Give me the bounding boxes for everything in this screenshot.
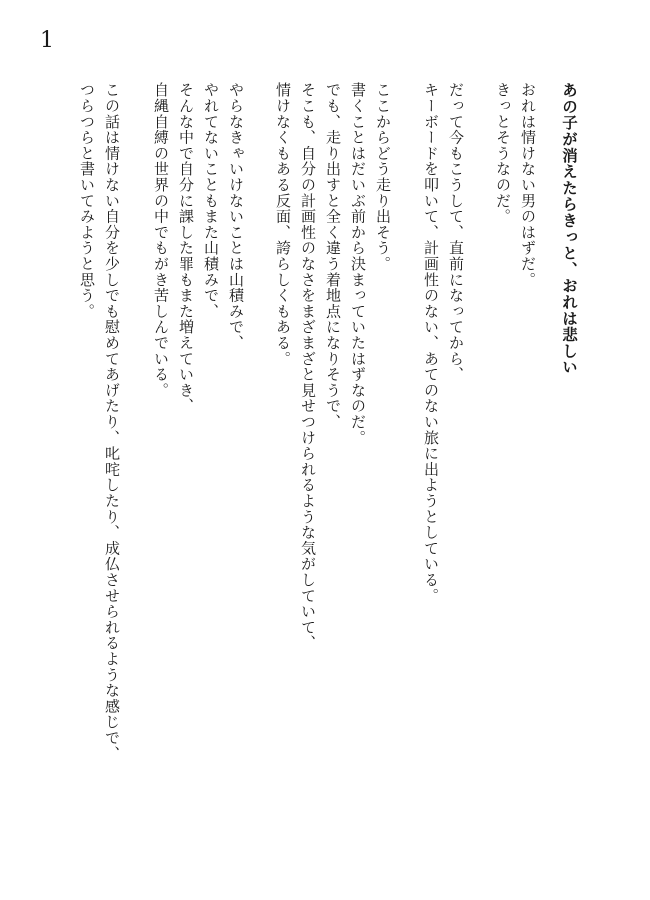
- text-line: キーボードを叩いて、計画性のない、あてのない旅に出ようとしている。: [422, 82, 440, 604]
- chapter-title: [556, 82, 582, 375]
- text-line: やれてないこともまた山積みで、: [202, 82, 220, 319]
- paragraph-5: [74, 82, 124, 761]
- paragraph-4: [148, 82, 248, 414]
- text-line: 自縄自縛の世界の中でもがき苦しんでいる。: [152, 82, 170, 398]
- text-line: この話は情けない自分を少しでも慰めてあげたり、叱咤したり、成仏させられるような感じで、: [103, 82, 121, 762]
- text-line: そこも、自分の計画性のなさをまざまざと見せつけられるような気がしていて、: [299, 82, 317, 651]
- text-line: おれは情けない男のはずだ。: [519, 82, 537, 288]
- text-line: ここからどう走り出そう。: [374, 82, 392, 272]
- chapter-title-text: あの子が消えたらきっと、おれは悲しい: [560, 82, 579, 376]
- text-line: きっとそうなのだ。: [494, 82, 512, 225]
- text-line: つらつらと書いてみようと思う。: [78, 82, 96, 319]
- text-line: でも、走り出すと全く違う着地点になりそうで、: [324, 82, 342, 430]
- text-line: 情けなくもある反面、誇らしくもある。: [274, 82, 292, 367]
- text-line: だって今もこうして、直前になってから、: [447, 82, 465, 383]
- paragraph-1: [490, 82, 540, 287]
- text-line: そんな中で自分に課した罪もまた増えていき、: [177, 82, 195, 414]
- paragraph-3: [270, 82, 395, 651]
- text-line: やらなきゃいけないことは山積みで、: [227, 82, 245, 351]
- page-number: 1: [40, 28, 54, 53]
- paragraph-2: [418, 82, 468, 603]
- text-line: 書くことはだいぶ前から決まっていたはずなのだ。: [349, 82, 367, 446]
